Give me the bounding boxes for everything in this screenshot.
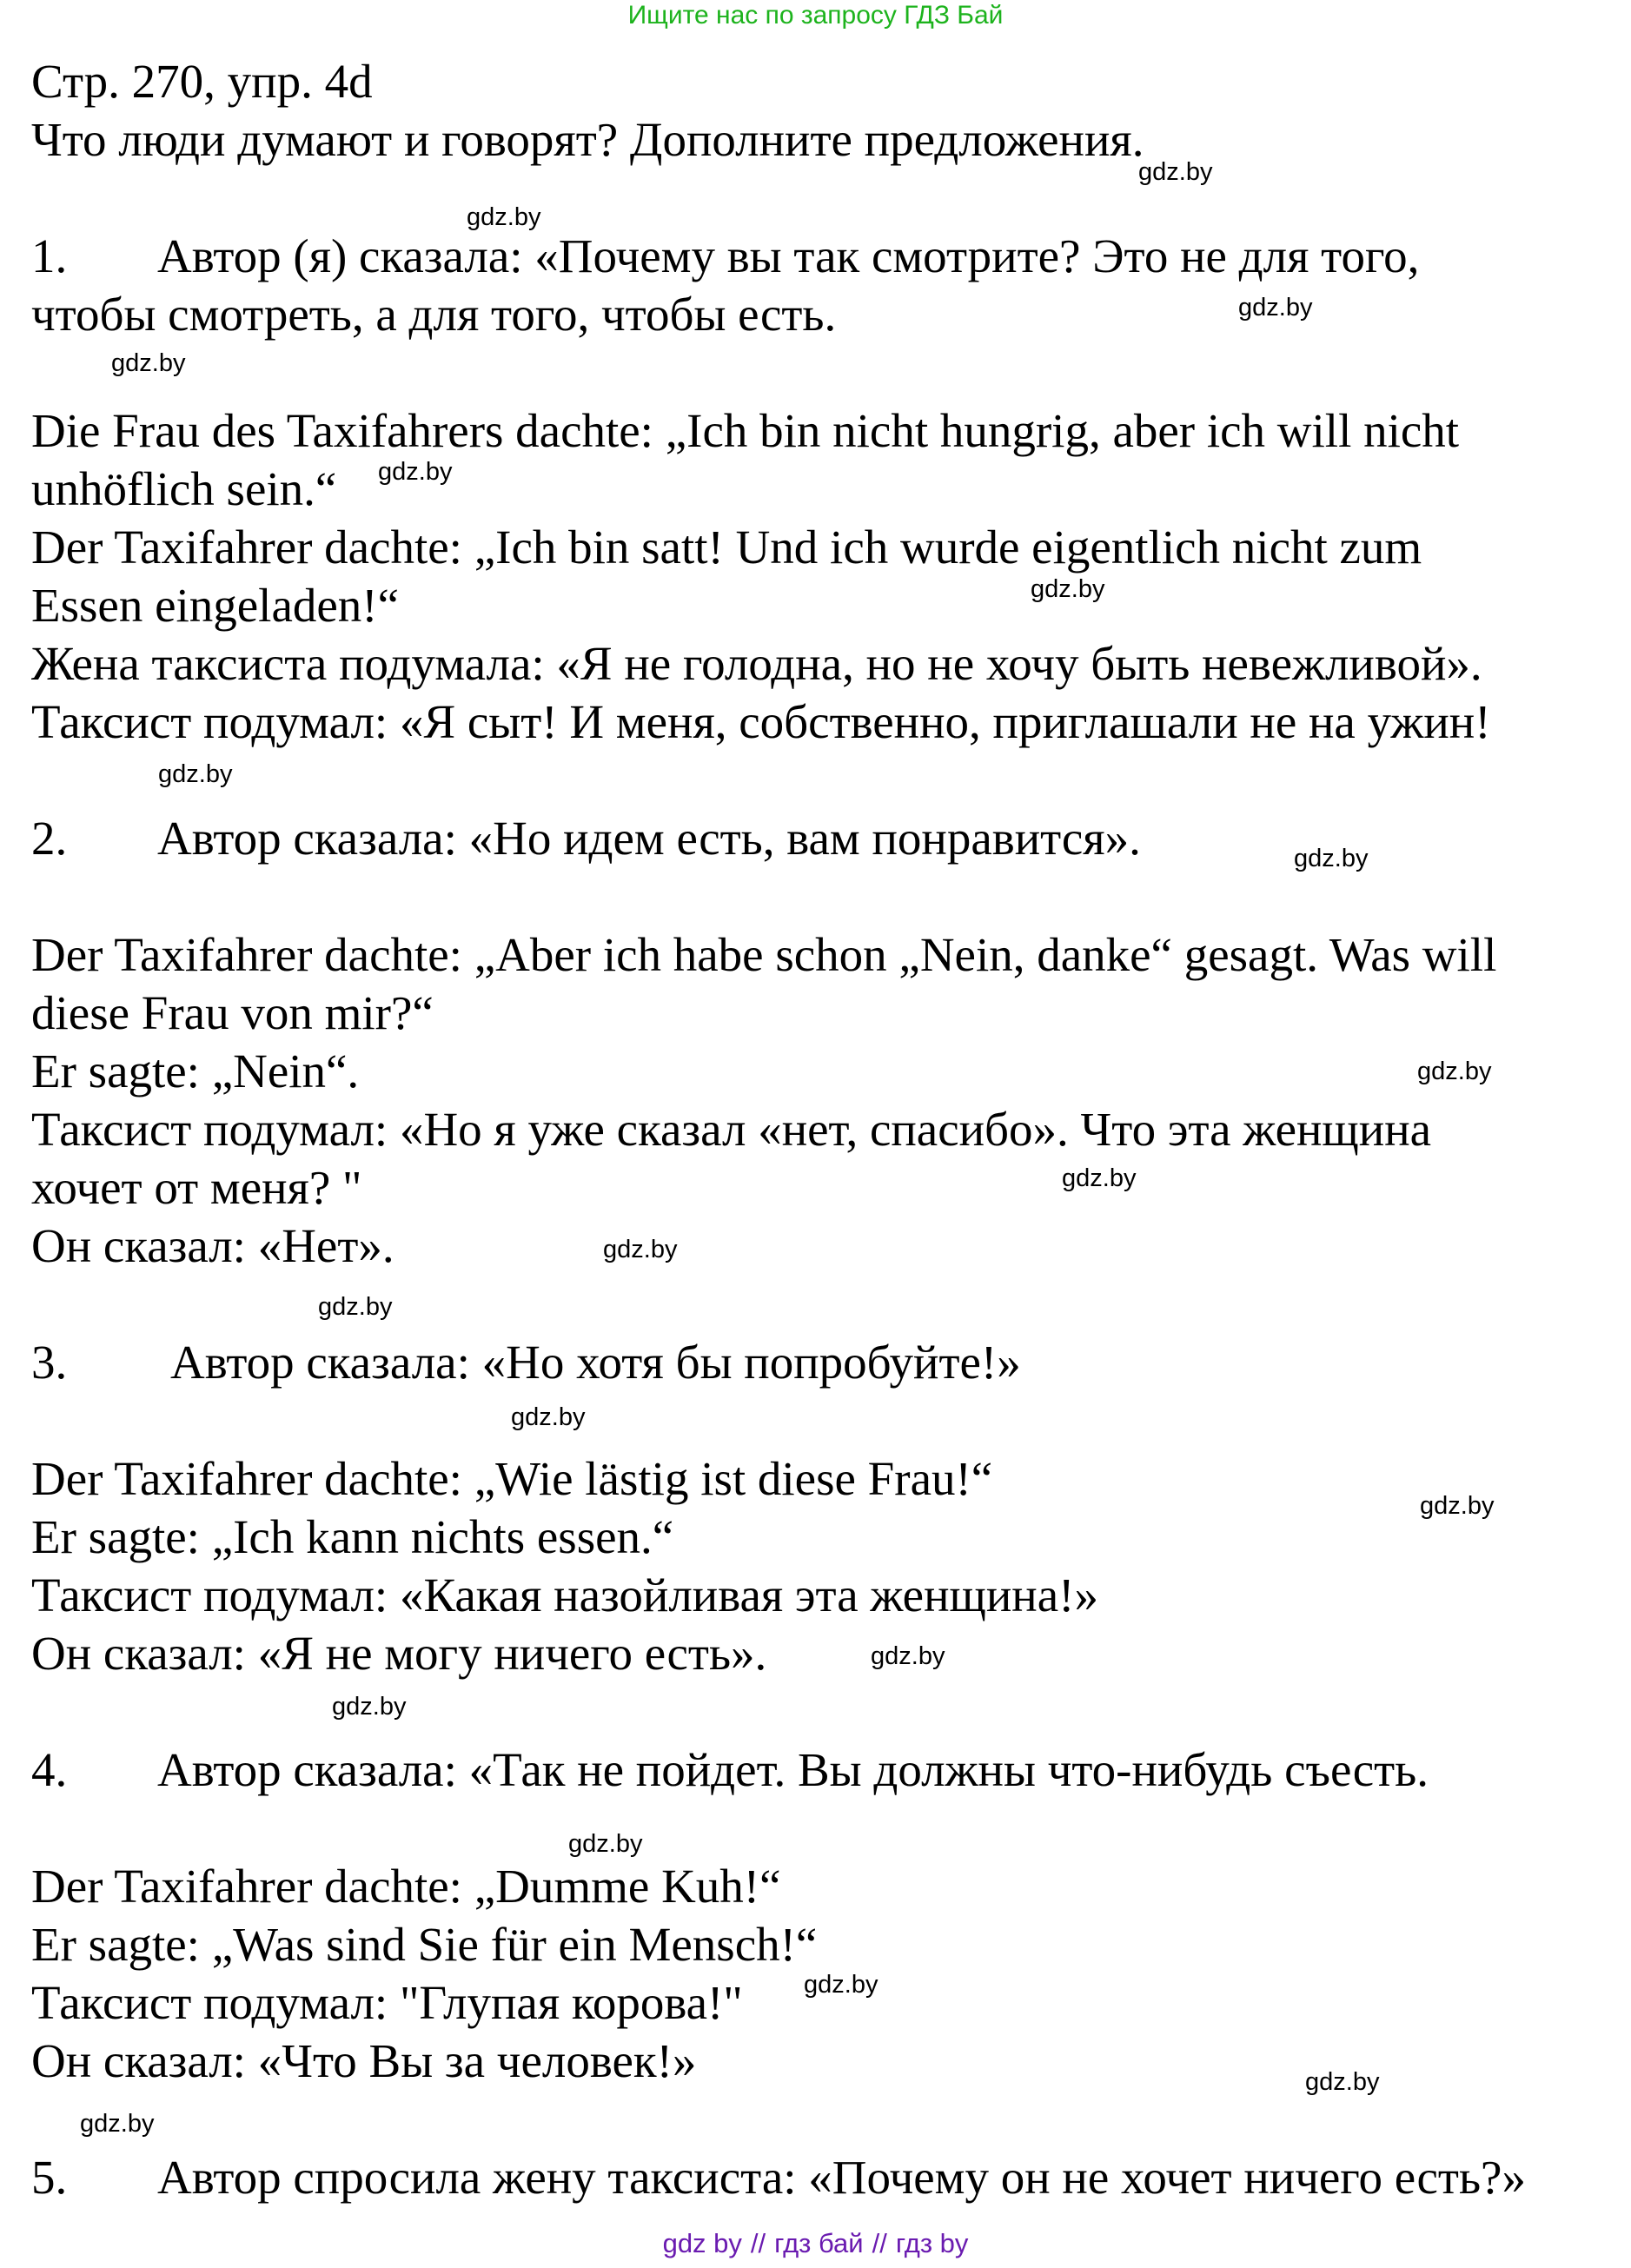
item-1-line-6: Таксист подумал: «Я сыт! И меня, собственно, приглашали не на ужин! (31, 695, 1491, 748)
watermark: gdz.by (603, 1236, 678, 1263)
item-number: 5. (31, 2151, 68, 2204)
watermark: gdz.by (871, 1642, 945, 1670)
item-3-title (31, 1333, 1604, 1391)
spacer (31, 169, 1604, 227)
item-2-line-2: diese Frau von mir?“ (31, 986, 434, 1039)
item-title-text: Автор сказала: «Так не пойдет. Вы должны что-нибудь съесть. (157, 1743, 1429, 1796)
item-1-title (31, 227, 1604, 285)
item-number: 1. (31, 229, 68, 282)
watermark: gdz.by (1420, 1492, 1495, 1520)
item-title-text: Автор (я) сказала: «Почему вы так смотрите? Это не для того, (157, 229, 1420, 282)
watermark: gdz.by (1417, 1058, 1492, 1085)
item-5-title (31, 2148, 1604, 2206)
item-2-title (31, 809, 1604, 867)
watermark: gdz.by (568, 1830, 643, 1858)
watermark: gdz.by (1305, 2068, 1380, 2096)
item-1-line-3: Der Taxifahrer dachte: „Ich bin satt! Und ich wurde eigentlich nicht zum (31, 521, 1422, 574)
watermark: gdz.by (158, 760, 233, 788)
watermark: gdz.by (111, 349, 186, 377)
footer (0, 2227, 1631, 2260)
watermark: gdz.by (332, 1693, 407, 1721)
task-heading: Что люди думают и говорят? Дополните предложения. (31, 113, 1144, 166)
footer-separator: // (872, 2228, 887, 2258)
spacer (31, 1799, 1604, 1857)
document-body (31, 52, 1604, 2206)
item-1-line-1: Die Frau des Taxifahrers dachte: „Ich bin nicht hungrig, aber ich will nicht (31, 404, 1460, 457)
watermark: gdz.by (467, 203, 541, 231)
spacer (31, 1275, 1604, 1333)
item-2-line-5: хочет от меня? " (31, 1161, 362, 1214)
item-4-line-2: Er sagte: „Was sind Sie für ein Mensch!“ (31, 1918, 818, 1971)
watermark: gdz.by (318, 1293, 393, 1321)
item-2-line-3: Er sagte: „Nein“. (31, 1044, 360, 1098)
spacer (31, 867, 1604, 925)
item-4-line-4: Он сказал: «Что Вы за человек!» (31, 2034, 697, 2087)
item-2-line-1: Der Taxifahrer dachte: „Aber ich habe schon „Nein, danke“ gesagt. Was will (31, 928, 1497, 981)
footer-separator: // (750, 2228, 766, 2258)
spacer (31, 751, 1604, 809)
item-3-line-1: Der Taxifahrer dachte: „Wie lästig ist diese Frau!“ (31, 1452, 993, 1505)
watermark: gdz.by (804, 1971, 878, 1999)
watermark: gdz.by (511, 1403, 586, 1431)
spacer (31, 343, 1604, 401)
item-title-text: Автор сказала: «Но идем есть, вам понравится». (157, 812, 1141, 865)
item-2-line-4: Таксист подумал: «Но я уже сказал «нет, спасибо». Что эта женщина (31, 1103, 1432, 1156)
spacer (31, 1391, 1604, 1449)
watermark: gdz.by (1238, 294, 1313, 322)
footer-part: гдз бай (774, 2228, 864, 2258)
item-3-line-2: Er sagte: „Ich kann nichts essen.“ (31, 1510, 674, 1563)
item-4-line-1: Der Taxifahrer dachte: „Dumme Kuh!“ (31, 1860, 781, 1913)
item-number: 2. (31, 812, 68, 865)
item-4-line-3: Таксист подумал: "Глупая корова!" (31, 1976, 743, 2029)
watermark: gdz.by (1031, 575, 1105, 603)
top-banner: Ищите нас по запросу ГДЗ Бай (627, 1, 1004, 30)
item-title-text: Автор спросила жену таксиста: «Почему он не хочет ничего есть?» (157, 2151, 1526, 2204)
item-title-text: Автор сказала: «Но хотя бы попробуйте!» (170, 1336, 1021, 1389)
spacer (31, 1682, 1604, 1741)
footer-part: гдз by (895, 2228, 969, 2258)
spacer (31, 2090, 1604, 2148)
item-3-line-3: Таксист подумал: «Какая назойливая эта женщина!» (31, 1568, 1098, 1621)
watermark: gdz.by (1138, 158, 1213, 186)
item-3-line-4: Он сказал: «Я не могу ничего есть». (31, 1627, 767, 1680)
item-2-line-6: Он сказал: «Нет». (31, 1219, 394, 1272)
footer-part: gdz by (662, 2228, 742, 2258)
item-4-title (31, 1741, 1604, 1799)
item-1-line-4: Essen eingeladen!“ (31, 579, 400, 632)
page-reference: Стр. 270, упр. 4d (31, 55, 373, 108)
watermark: gdz.by (1062, 1164, 1137, 1192)
watermark: gdz.by (1294, 845, 1369, 872)
item-number: 3. (31, 1336, 68, 1389)
item-1-line-2: unhöflich sein.“ (31, 462, 337, 515)
item-number: 4. (31, 1743, 68, 1796)
watermark: gdz.by (80, 2110, 155, 2138)
item-1-line-5: Жена таксиста подумала: «Я не голодна, но не хочу быть невежливой». (31, 637, 1482, 690)
watermark: gdz.by (378, 458, 453, 486)
item-1-title-continued: чтобы смотреть, а для того, чтобы есть. (31, 288, 837, 341)
